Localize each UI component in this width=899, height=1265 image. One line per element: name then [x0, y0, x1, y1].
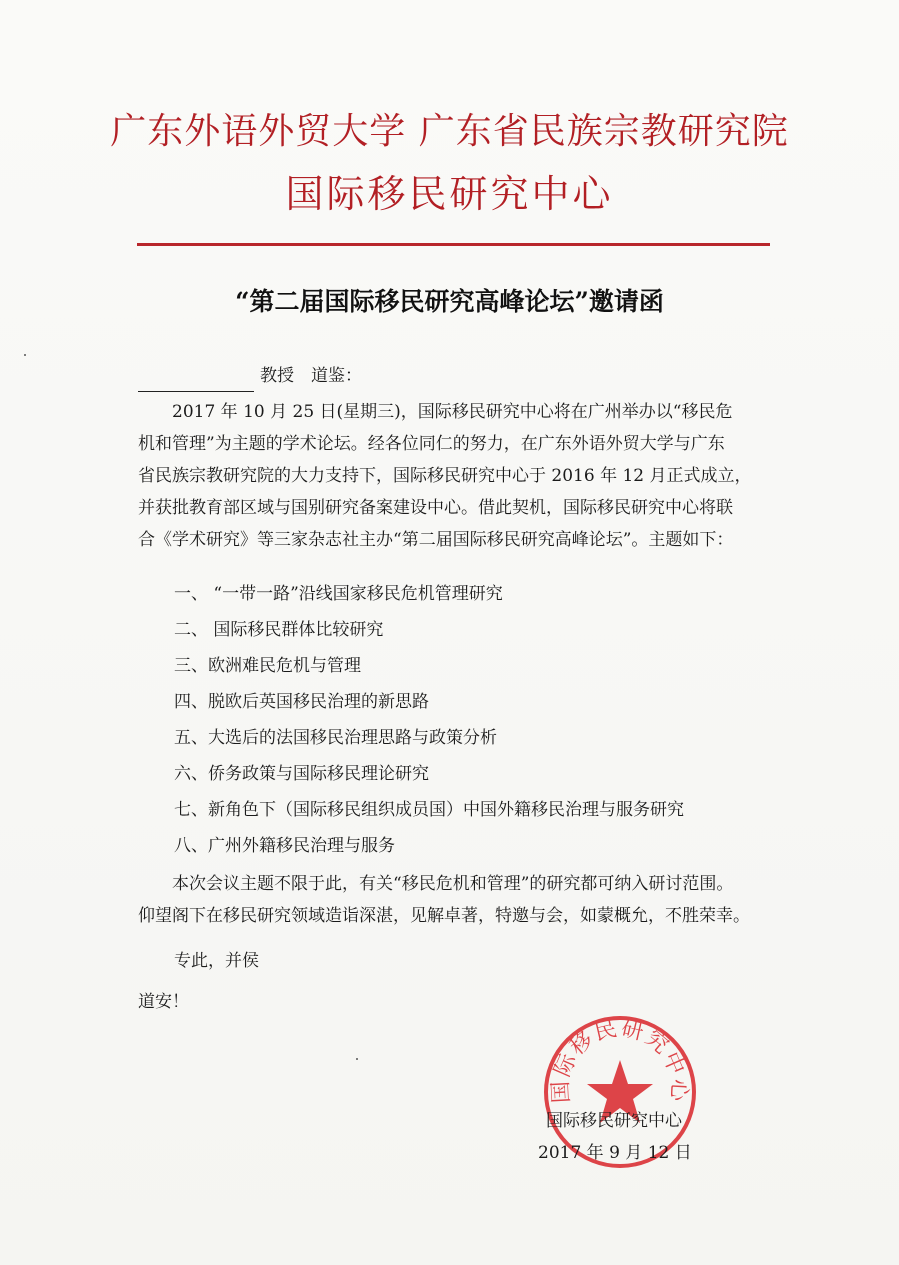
letter-title: “第二届国际移民研究高峰论坛”邀请函	[235, 287, 664, 316]
topic-list	[174, 578, 684, 866]
signature-organization: 国际移民研究中心	[546, 1111, 682, 1131]
institution-header: 广东外语外贸大学 广东省民族宗教研究院	[110, 111, 789, 152]
seal-text: 国际移民研究中心	[548, 1016, 692, 1104]
topic-item: 五、大选后的法国移民治理思路与政策分析	[174, 728, 497, 748]
topic-item: 二、 国际移民群体比较研究	[174, 620, 384, 640]
topic-item: 七、新角色下（国际移民组织成员国）中国外籍移民治理与服务研究	[174, 800, 684, 820]
intro-paragraph	[138, 396, 778, 556]
topic-item: 三、欧洲难民危机与管理	[174, 656, 361, 676]
intro-line: 并获批教育部区域与国别研究备案建设中心。借此契机，国际移民研究中心将联	[138, 498, 733, 518]
signature-date: 2017 年 9 月 12 日	[538, 1143, 692, 1163]
topic-item: 六、侨务政策与国际移民理论研究	[174, 764, 429, 784]
topic-item: 一、 “一带一路”沿线国家移民危机管理研究	[174, 584, 503, 604]
intro-line: 2017 年 10 月 25 日(星期三)，国际移民研究中心将在广州举办以“移民危	[138, 402, 733, 422]
header-divider	[137, 243, 770, 246]
scan-speck	[356, 1058, 358, 1060]
topic-item: 八、广州外籍移民治理与服务	[174, 836, 395, 856]
salutation	[138, 360, 778, 392]
scan-speck	[24, 354, 26, 356]
sign-off-greeting: 道安！	[138, 992, 189, 1012]
salutation-text: 教授 道鉴：	[260, 366, 362, 386]
closing-line: 本次会议主题不限于此，有关“移民危机和管理”的研究都可纳入研讨范围。	[138, 874, 734, 894]
topic-item: 四、脱欧后英国移民治理的新思路	[174, 692, 429, 712]
intro-line: 合《学术研究》等三家杂志社主办“第二届国际移民研究高峰论坛”。主题如下：	[138, 530, 734, 550]
center-name-header: 国际移民研究中心	[285, 172, 614, 216]
closing-paragraph	[138, 868, 778, 932]
sign-off-phrase: 专此，并侯	[174, 951, 259, 971]
closing-line: 仰望阁下在移民研究领域造诣深湛，见解卓著，特邀与会，如蒙概允，不胜荣幸。	[138, 906, 750, 926]
intro-line: 省民族宗教研究院的大力支持下，国际移民研究中心于 2016 年 12 月正式成立，	[138, 466, 752, 486]
name-blank	[138, 371, 254, 392]
intro-line: 机和管理”为主题的学术论坛。经各位同仁的努力，在广东外语外贸大学与广东	[138, 434, 725, 454]
